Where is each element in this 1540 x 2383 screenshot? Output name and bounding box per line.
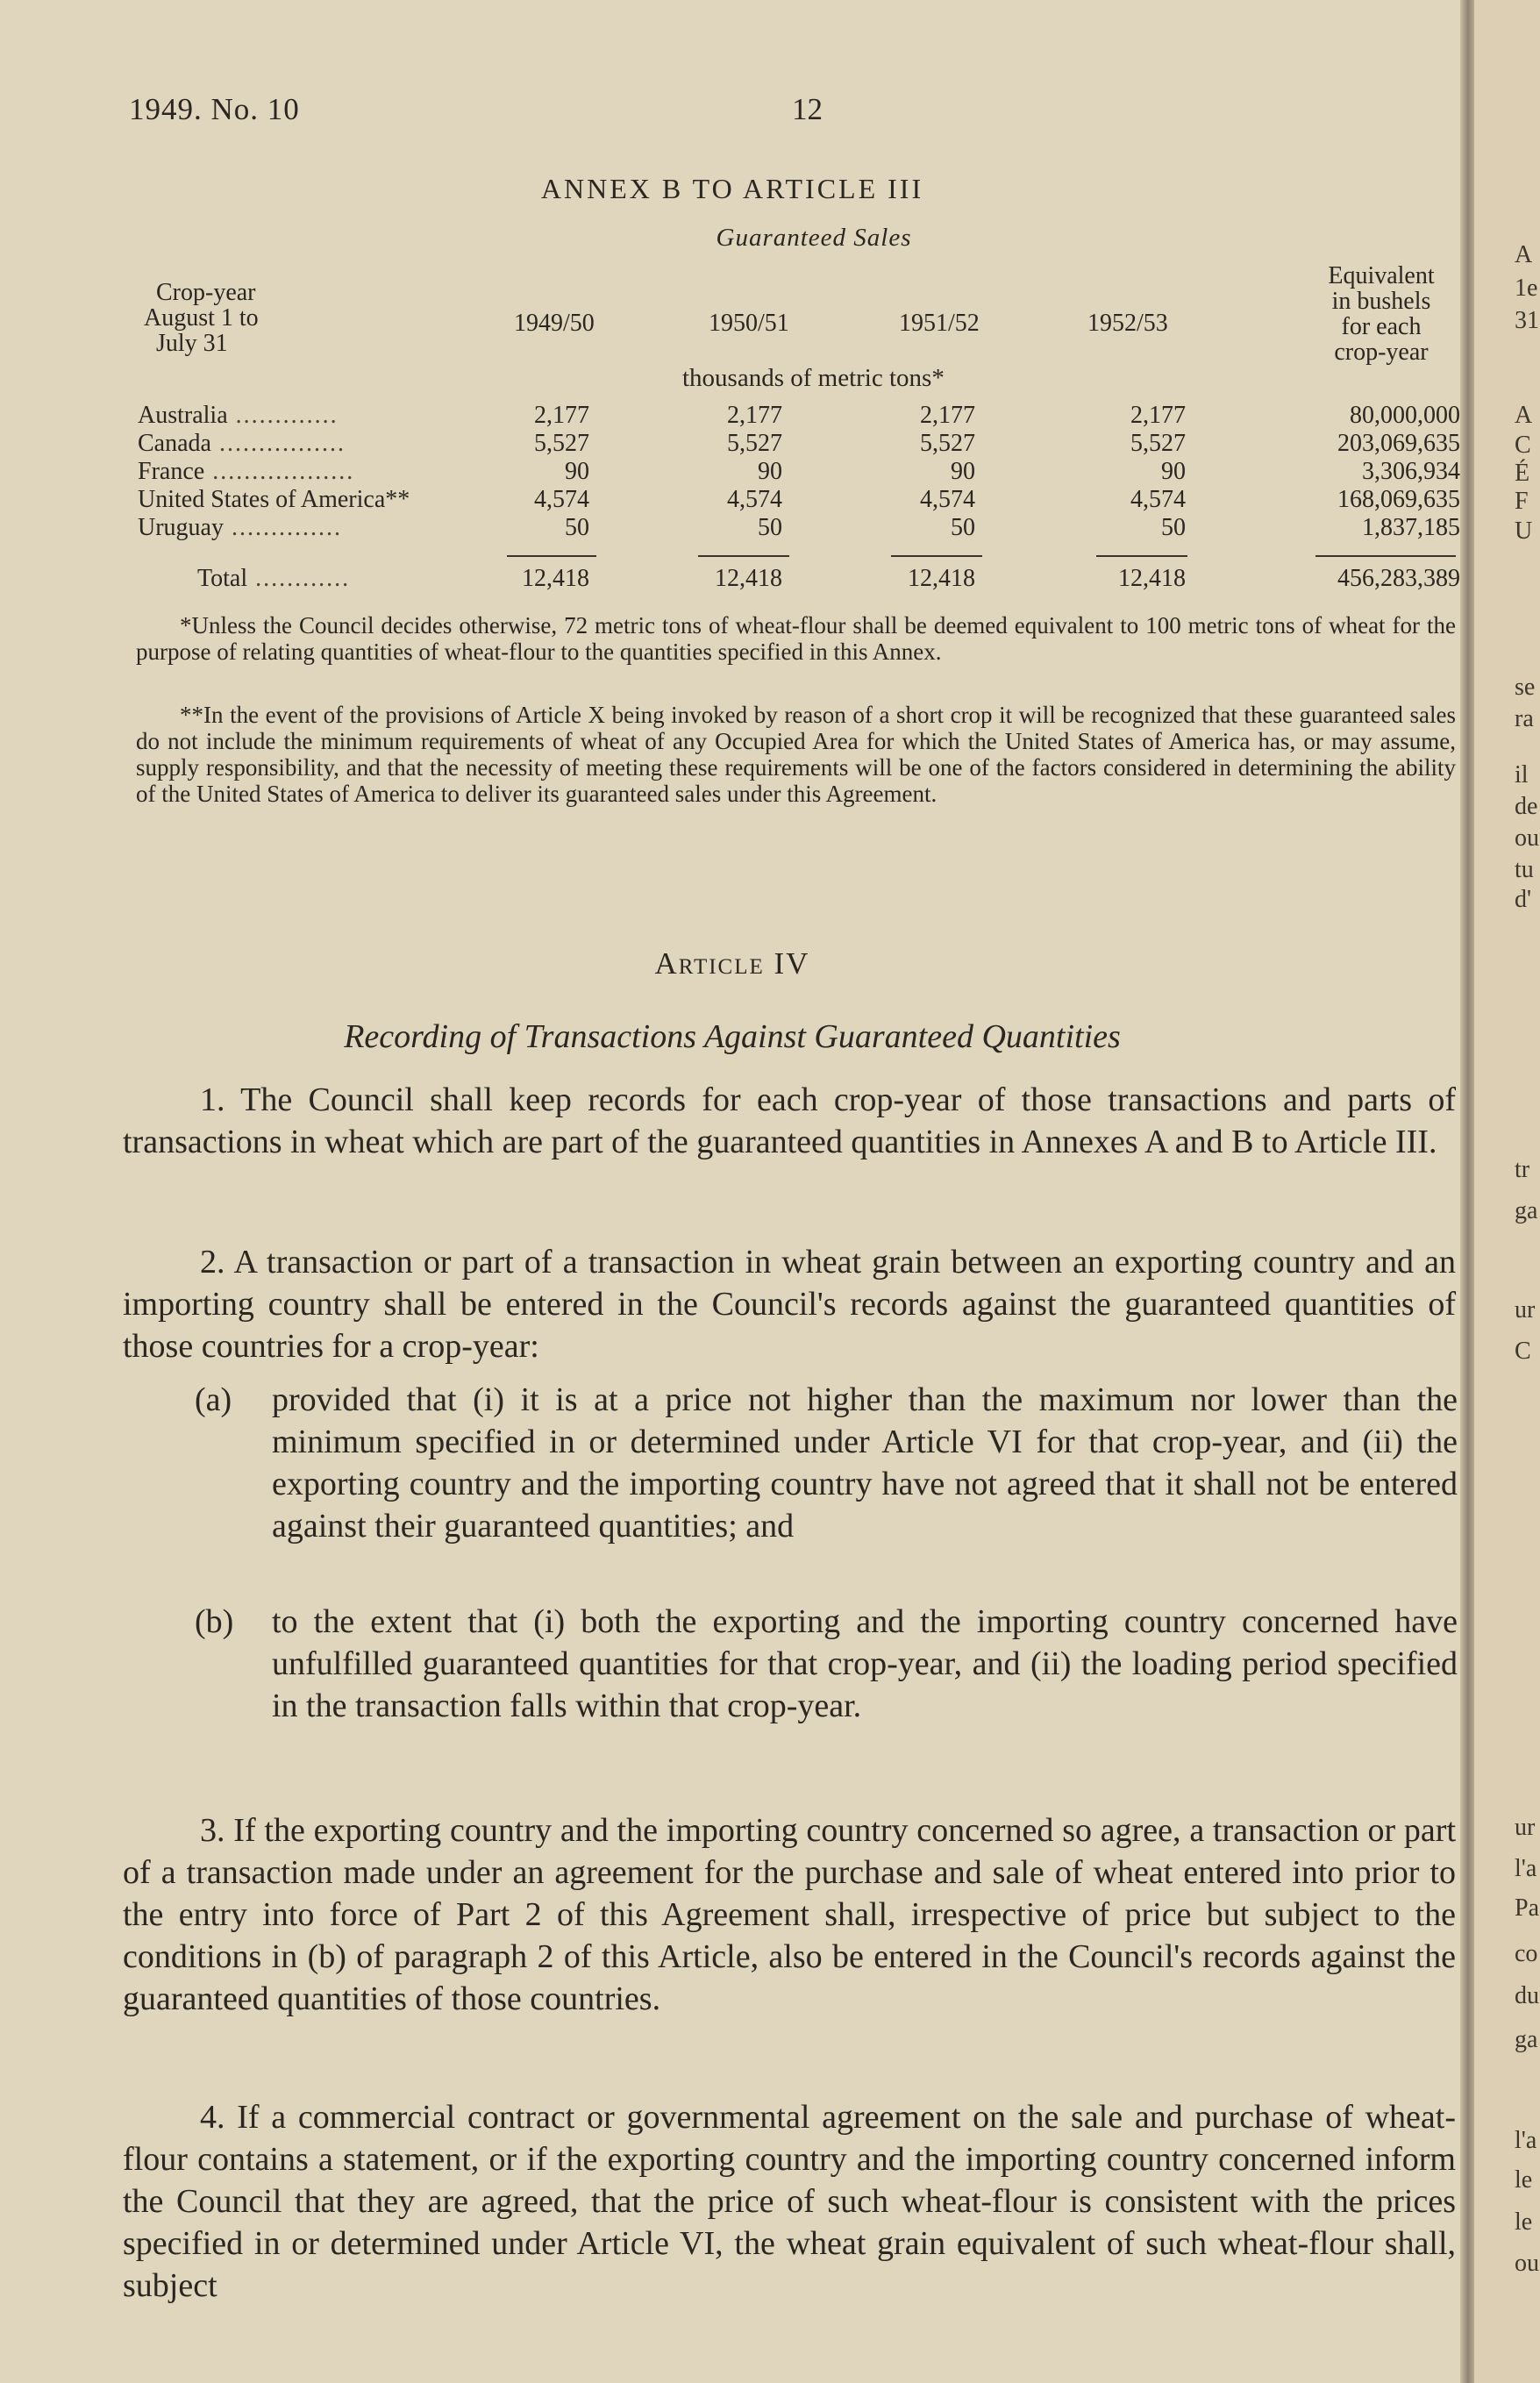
- facing-page-fragment: tu: [1515, 856, 1534, 883]
- sum-rule: [1315, 555, 1456, 557]
- clause-a: [195, 1379, 1458, 1547]
- value-cell: 5,527: [920, 430, 975, 457]
- country-name: France: [138, 458, 205, 485]
- facing-page-fragment: du: [1515, 1982, 1539, 2009]
- leader-dots: ..............: [223, 514, 342, 541]
- value-cell: 50: [758, 514, 782, 541]
- facing-page-fragment: l'a: [1515, 2127, 1537, 2154]
- facing-page-fragment: F: [1515, 488, 1529, 515]
- facing-page-fragment: ga: [1515, 1197, 1538, 1224]
- facing-page-fragment: tr: [1515, 1156, 1530, 1183]
- equivalent-bushels-header: [1298, 263, 1465, 365]
- clause-b-label: (b): [195, 1603, 234, 1640]
- value-cell: 5,527: [1130, 430, 1186, 457]
- value-cell: 2,177: [920, 402, 975, 429]
- value-cell: 4,574: [534, 486, 589, 513]
- leader-dots: ................: [210, 430, 346, 457]
- facing-page-fragment: C: [1515, 1338, 1531, 1365]
- crop-year-header-line: July 31: [156, 330, 228, 357]
- value-cell: 90: [1161, 458, 1186, 485]
- facing-page-fragment: É: [1515, 460, 1530, 487]
- country-name: Canada: [138, 430, 211, 457]
- facing-page-fragment: le: [1515, 2208, 1533, 2236]
- value-cell: 2,177: [534, 402, 589, 429]
- value-cell: 50: [1161, 514, 1186, 541]
- value-cell: 3,306,934: [1362, 458, 1460, 485]
- country-cell: [138, 458, 354, 486]
- facing-page-fragment: d': [1515, 886, 1532, 913]
- footnote-occupied-area: **In the event of the provisions of Article X being invoked by reason of a short crop it will be recognized that these guaranteed sales do not include the minimum requirements of wheat of any Occupied Area for which the United States of America has, or may assume, supply responsibility, and that the necessity of meeting these requirements will be one of the factors considered in determining the ability of the United States of America to deliver its guaranteed sales under this Agreement.: [136, 702, 1456, 807]
- crop-year-header: [144, 279, 259, 357]
- facing-page-fragment: de: [1515, 793, 1538, 820]
- value-cell: 90: [565, 458, 589, 485]
- column-header-year: 1951/52: [899, 310, 980, 337]
- sum-rule: [698, 555, 789, 557]
- country-name: United States of America**: [138, 486, 410, 513]
- country-cell: [138, 402, 339, 430]
- sum-rule: [891, 555, 982, 557]
- value-cell: 4,574: [920, 486, 975, 513]
- column-header-year: 1950/51: [709, 310, 789, 337]
- leader-dots: .............: [227, 402, 339, 429]
- facing-page-fragment: 1e: [1515, 275, 1538, 302]
- article-subheading: Recording of Transactions Against Guaranteed Quantities: [344, 1018, 1121, 1055]
- table-row: [0, 514, 1465, 542]
- sum-rule: [507, 555, 596, 557]
- total-row: [0, 565, 1465, 593]
- value-cell: 203,069,635: [1337, 430, 1460, 457]
- value-cell: 50: [951, 514, 975, 541]
- total-cell: [197, 565, 350, 593]
- value-cell: 5,527: [727, 430, 782, 457]
- country-name: Uruguay: [138, 514, 224, 541]
- total-value-cell: 12,418: [715, 565, 782, 592]
- table-caption: Guaranteed Sales: [716, 224, 912, 252]
- country-name: Australia: [138, 402, 228, 429]
- clause-a-label: (a): [195, 1381, 232, 1418]
- facing-page-fragment: se: [1515, 674, 1536, 701]
- value-cell: 2,177: [1130, 402, 1186, 429]
- facing-page-fragment: ga: [1515, 2026, 1538, 2053]
- clause-b: [195, 1601, 1458, 1727]
- footnote-metric-tons: *Unless the Council decides otherwise, 72 metric tons of wheat-flour shall be deemed equivalent to 100 metric tons of wheat for the purpose of relating quantities of wheat-flour to the quantities specified in this Annex.: [136, 612, 1456, 665]
- facing-page-fragment: ur: [1515, 1814, 1536, 1841]
- equivalent-header-line: crop-year: [1334, 339, 1429, 366]
- country-cell: [138, 514, 342, 542]
- column-header-year: 1952/53: [1087, 310, 1168, 337]
- crop-year-header-line: August 1 to: [144, 304, 259, 332]
- table-row: [0, 430, 1465, 458]
- table-row: [0, 458, 1465, 486]
- total-value-cell: 456,283,389: [1337, 565, 1460, 592]
- value-cell: 2,177: [727, 402, 782, 429]
- annex-title: ANNEX B TO ARTICLE III: [540, 173, 924, 204]
- total-value-cell: 12,418: [1118, 565, 1186, 592]
- clause-b-text: to the extent that (i) both the exporting and the importing country concerned have unfulfilled guaranteed quantities for that crop-year, and (ii) the loading period specified in the transaction falls within that crop-year.: [272, 1603, 1458, 1724]
- leader-dots: ............: [247, 565, 351, 592]
- value-cell: 4,574: [1130, 486, 1186, 513]
- facing-page-edge: [1474, 0, 1540, 2383]
- facing-page-fragment: il: [1515, 761, 1529, 788]
- table-row: [0, 486, 1465, 514]
- equivalent-header-line: in bushels: [1331, 288, 1431, 315]
- page-number: 12: [792, 92, 823, 126]
- clause-a-text: provided that (i) it is at a price not higher than the maximum nor lower than the minimum specified in or determined under Article VI for that crop-year, and (ii) the exporting country and the importing country have not agreed that it shall not be entered against their guaranteed quantities; and: [272, 1381, 1458, 1545]
- equivalent-header-line: for each: [1341, 313, 1422, 340]
- paragraph-4: 4. If a commercial contract or governmental agreement on the sale and purchase of wheat-flour contains a statement, or if the exporting country and the importing country concerned inform the Council that they are agreed, that the price of such wheat-flour is consistent with the prices specified in or determined under Article VI, the wheat grain equivalent of such wheat-flour shall, subject: [123, 2099, 1456, 2304]
- facing-page-fragment: le: [1515, 2166, 1533, 2194]
- equivalent-header-line: Equivalent: [1328, 262, 1435, 289]
- paragraph-1: 1. The Council shall keep records for each crop-year of those transactions and parts of transactions in wheat which are part of the guaranteed quantities in Annexes A and B to Article III.: [123, 1081, 1456, 1160]
- value-cell: 90: [758, 458, 782, 485]
- country-cell: [138, 486, 410, 514]
- value-cell: 50: [565, 514, 589, 541]
- facing-page-fragment: A: [1515, 241, 1533, 268]
- value-cell: 80,000,000: [1350, 402, 1460, 429]
- paragraph-2: 2. A transaction or part of a transaction in wheat grain between an exporting country and an importing country shall be entered in the Council's records against the guaranteed quantities of those countries for a crop-year:: [123, 1244, 1456, 1365]
- facing-page-fragment: l'a: [1515, 1855, 1537, 1882]
- running-head: 1949. No. 10: [129, 92, 300, 126]
- crop-year-header-line: Crop-year: [156, 279, 256, 306]
- facing-page-fragment: 31: [1515, 307, 1539, 334]
- value-cell: 90: [951, 458, 975, 485]
- total-label: Total: [197, 565, 248, 592]
- book-gutter: [1460, 0, 1474, 2383]
- table-row: [0, 402, 1465, 430]
- country-cell: [138, 430, 346, 458]
- facing-page-fragment: A: [1515, 402, 1533, 429]
- total-value-cell: 12,418: [522, 565, 589, 592]
- facing-page-fragment: Pa: [1515, 1894, 1539, 1922]
- facing-page-fragment: C: [1515, 432, 1531, 459]
- paragraph-3: 3. If the exporting country and the importing country concerned so agree, a transaction or part of a transaction made under an agreement for the purchase and sale of wheat entered into prior to the entry into force of Part 2 of this Agreement shall, irrespective of price but subject to the conditions in (b) of paragraph 2 of this Article, also be entered in the Council's records against the guaranteed quantities of those countries.: [123, 1812, 1456, 2017]
- leader-dots: ..................: [204, 458, 355, 485]
- facing-page-fragment: U: [1515, 517, 1533, 545]
- facing-page-fragment: ou: [1515, 824, 1539, 852]
- facing-page-fragment: co: [1515, 1940, 1538, 1967]
- value-cell: 4,574: [727, 486, 782, 513]
- facing-page-fragment: ra: [1515, 705, 1534, 732]
- value-cell: 168,069,635: [1337, 486, 1460, 513]
- sum-rule: [1096, 555, 1187, 557]
- facing-page-fragment: ur: [1515, 1296, 1536, 1323]
- total-value-cell: 12,418: [908, 565, 975, 592]
- value-cell: 5,527: [534, 430, 589, 457]
- units-label: thousands of metric tons*: [682, 364, 945, 392]
- column-header-year: 1949/50: [514, 310, 595, 337]
- article-heading: Article IV: [654, 946, 810, 981]
- value-cell: 1,837,185: [1362, 514, 1460, 541]
- facing-page-fragment: ou: [1515, 2250, 1539, 2277]
